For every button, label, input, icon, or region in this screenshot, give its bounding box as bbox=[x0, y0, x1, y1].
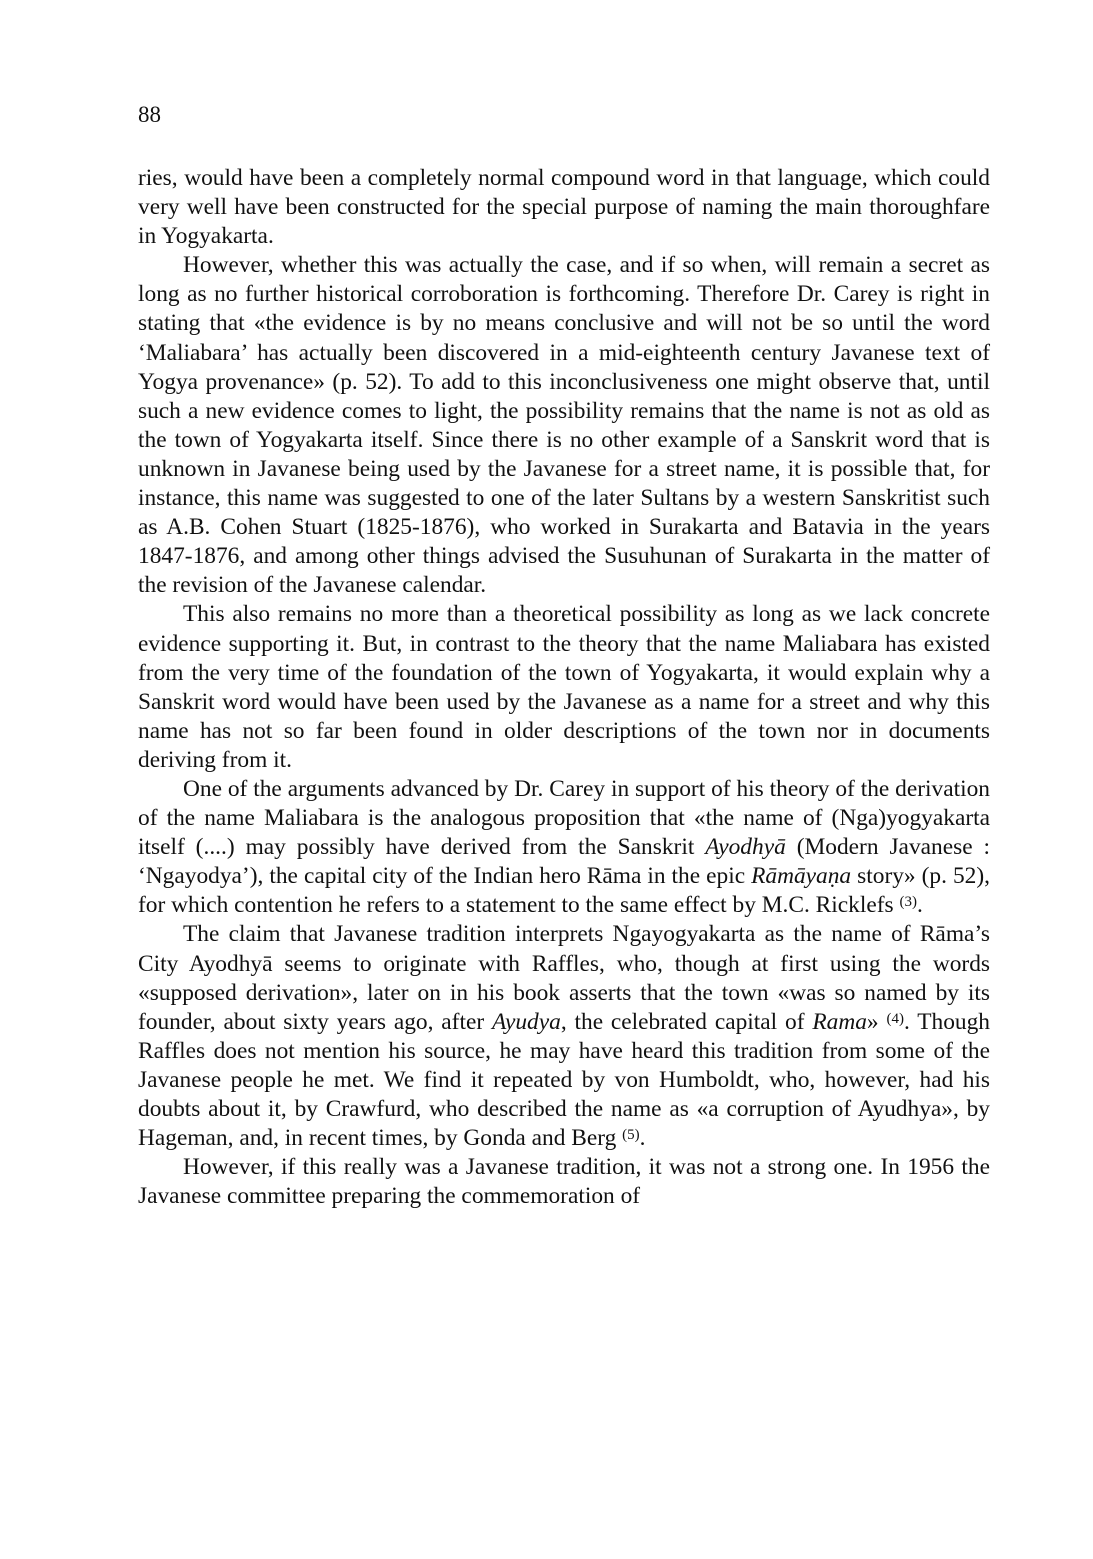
paragraph bbox=[138, 1153, 990, 1211]
footnote-reference: (4) bbox=[886, 1010, 904, 1027]
text-run: However, if this really was a Javanese tradition, it was not a strong one. In 1956 the Javanese committee preparing the commemoration of bbox=[138, 1154, 990, 1210]
paragraph bbox=[138, 775, 990, 920]
text-run: » bbox=[866, 1008, 887, 1035]
text-run: . bbox=[639, 1125, 646, 1152]
text-run: (Modern Javanese : ‘Ngayodya’), the capital city of the Indian hero Rāma in the epic bbox=[138, 834, 990, 890]
text-run: However, whether this was actually the case, and if so when, will remain a secret as long as no further historical corroboration is forthcoming. Therefore Dr. Carey is right in stating that «the evidence is by no means conclusive and will not be so until the word ‘Maliabara’ has actually been discovered in a mid-eighteenth century Javanese text of Yogya provenance» (p. 52). To add to this inconclusiveness one might observe that, until such a new evidence comes to light, the possibility remains that the name is not as old as the town of Yogyakarta itself. Since there is no other example of a Sanskrit word that is unknown in Javanese being used by the Javanese for a street name, it is possible that, for instance, this name was suggested to one of the later Sultans by a western Sanskritist such as A.B. Cohen Stuart (1825-1876), who worked in Surakarta and Batavia in the years 1847-1876, and among other things advised the Susuhunan of Surakarta in the matter of the revision of the Javanese calendar. bbox=[138, 252, 990, 599]
page-number: 88 bbox=[138, 102, 161, 127]
italic-term: Ayudya bbox=[491, 1008, 561, 1035]
body-text bbox=[138, 164, 990, 1211]
footnote-reference: (3) bbox=[899, 894, 917, 911]
paragraph bbox=[138, 164, 990, 251]
italic-term: Ayodhyā bbox=[705, 834, 786, 861]
text-run: This also remains no more than a theoretical possibility as long as we lack concrete evidence supporting it. But, in contrast to the theory that the name Maliabara has existed from the very time of the foundation of the town of Yogyakarta, it would explain why a Sanskrit word would have been used by the Javanese as a name for a street and why this name has not so far been found in older descriptions of the town nor in documents deriving from it. bbox=[138, 601, 990, 773]
text-run: The claim that Javanese tradition interprets Ngayogyakarta as the name of Rāma’s City Ayodhyā seems to originate with Raffles, who, though at first using the words «supposed derivation», later on in his book asserts that the town «was so named by its founder, about sixty years ago, after bbox=[138, 921, 990, 1035]
text-run: . bbox=[916, 892, 923, 919]
italic-term: Rāmāyaṇa bbox=[751, 863, 852, 890]
text-run: , the celebrated capital of bbox=[560, 1008, 813, 1035]
italic-term: Rama bbox=[812, 1008, 867, 1035]
paragraph bbox=[138, 920, 990, 1153]
page bbox=[138, 100, 990, 1211]
text-run: story» (p. 52), for which contention he refers to a statement to the same effect by M.C. Ricklefs bbox=[138, 863, 990, 919]
footnote-reference: (5) bbox=[622, 1127, 640, 1144]
text-run: ries, would have been a completely normal compound word in that language, which could very well have been constructed for the special purpose of naming the main thoroughfare in Yogyakarta. bbox=[138, 165, 990, 250]
paragraph bbox=[138, 600, 990, 775]
text-run: . Though Raffles does not mention his source, he may have heard this tradition from some of the Javanese people he met. We find it repeated by von Humboldt, who, however, had his doubts about it, by Crawfurd, who described the name as «a corruption of Ayudhya», by Hageman, and, in recent times, by Gonda and Berg bbox=[138, 1008, 990, 1152]
paragraph bbox=[138, 251, 990, 600]
text-run: One of the arguments advanced by Dr. Carey in support of his theory of the derivation of the name Maliabara is the analogous proposition that «the name of (Nga)yogyakarta itself (....) may possibly have derived from the Sanskrit bbox=[138, 775, 990, 861]
